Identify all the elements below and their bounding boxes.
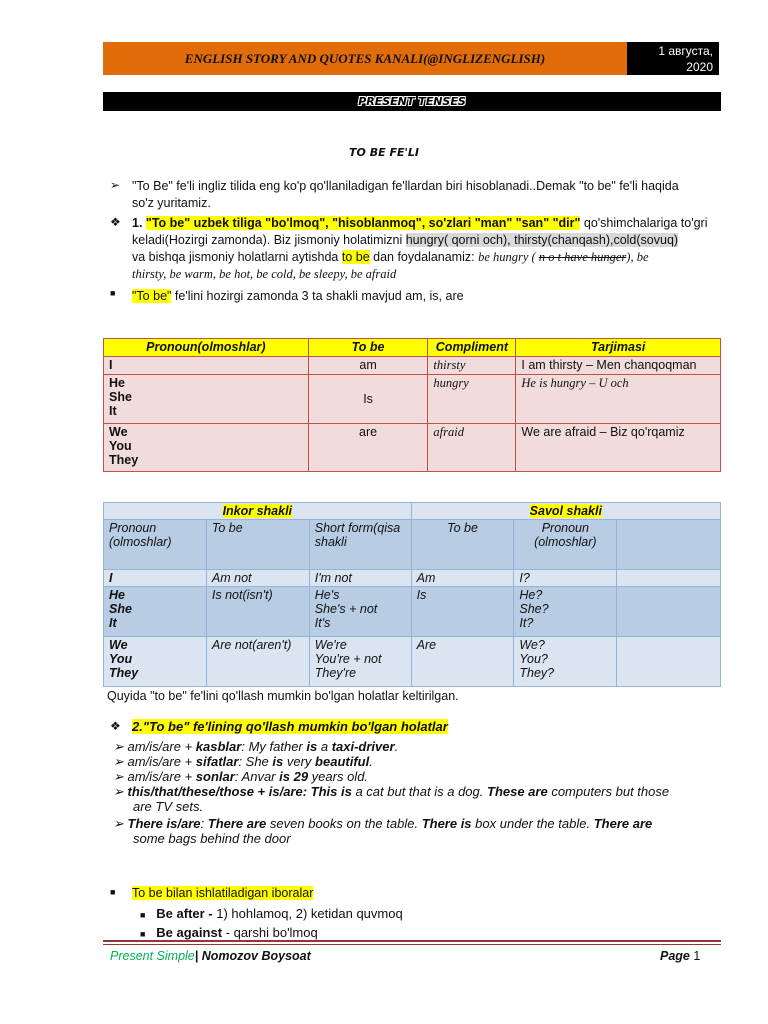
- section-title: PRESENT TENSES: [358, 95, 466, 108]
- table-row: We You They are afraid We are afraid – Biz qo'rqamiz: [104, 424, 721, 472]
- header-bar: [103, 42, 627, 75]
- page-heading: TO BE FE'LI: [349, 146, 419, 159]
- footer-divider: [103, 944, 721, 945]
- header-title: ENGLISH STORY AND QUOTES KANALI(@INGLIZENGLISH): [184, 50, 546, 66]
- list-item: ➢ am/is/are + sifatlar: She is very beautiful.: [113, 754, 373, 769]
- header-translation: Tarjimasi: [516, 339, 721, 357]
- intro-paragraph-3: "To be" fe'lini hozirgi zamonda 3 ta shakli mavjud am, is, are: [132, 289, 464, 303]
- arrow-bullet-icon: ➢: [110, 178, 121, 192]
- table-row: He She It Is hungry He is hungry – U och: [104, 375, 721, 424]
- table-caption: Quyida "to be" fe'lini qo'llash mumkin bo'lgan holatlar keltirilgan.: [107, 689, 459, 703]
- table-row: He She It Is not(isn't) He's She's + not It's Is He? She? It?: [104, 587, 721, 637]
- to-be-table: [103, 338, 721, 472]
- square-bullet-icon: ■: [110, 288, 116, 298]
- table-group-row: [104, 503, 721, 520]
- negative-question-table: [103, 502, 721, 687]
- header-compliment: Compliment: [428, 339, 516, 357]
- list-item: ➢ this/that/these/those + is/are: This is a cat but that is a dog. These are computers but those: [113, 784, 670, 799]
- table-row: I Am not I'm not Am I?: [104, 570, 721, 587]
- square-bullet-icon: ■: [110, 887, 116, 897]
- header-to-be: To be: [308, 339, 428, 357]
- diamond-bullet-icon: ❖: [110, 215, 121, 229]
- header-pronoun: Pronoun(olmoshlar): [104, 339, 309, 357]
- date-line2: 2020: [686, 60, 713, 74]
- section-bar: [103, 92, 721, 111]
- footer-page: Page 1: [660, 949, 701, 963]
- diamond-bullet-icon: ❖: [110, 719, 121, 733]
- list-item: ■ Be after - 1) hohlamoq, 2) ketidan quvmoq: [140, 906, 403, 921]
- group-question: Savol shakli: [529, 504, 602, 518]
- intro-paragraph-2: 1. "To be" uzbek tiliga "bo'lmoq", "hisoblanmoq", so'zlari "man" "san" "dir" qo'shimchalariga to'gri keladi(Hozirgi zamonda). Biz jismoniy holatimizni hungry( qorni och), thirsty(chanqash),cold(sovuq) va bishqa jismoniy holatlarni aytishda to be dan foydalanamiz: be hungry ( n o t have hunger), be thirsty, be warm, be hot, be cold, be sleepy, be afraid: [132, 216, 708, 281]
- phrases-title: To be bilan ishlatiladigan iboralar: [132, 886, 314, 900]
- table-row: We You They Are not(aren't) We're You're + not They're Are We? You? They?: [104, 637, 721, 687]
- list-item: ➢ am/is/are + kasblar: My father is a taxi-driver.: [113, 739, 399, 754]
- phrases-list: [140, 905, 403, 943]
- header-date: [627, 42, 719, 75]
- footer-divider: [103, 940, 721, 942]
- usage-title: 2."To be" fe'lining qo'llash mumkin bo'lgan holatlar: [132, 719, 448, 734]
- table-header-row: Pronoun (olmoshlar) To be Short form(qisa shakli To be Pronoun (olmoshlar): [104, 520, 721, 570]
- list-item: ➢ am/is/are + sonlar: Anvar is 29 years old.: [113, 769, 369, 784]
- group-negative: Inkor shakli: [222, 504, 293, 518]
- table-header-row: [104, 339, 721, 357]
- footer-left: Present Simple| Nomozov Boysoat: [110, 949, 311, 963]
- usage-list: ➢ am/is/are + kasblar: My father is a taxi-driver. ➢ am/is/are + sifatlar: She is very beautiful. ➢ am/is/are + sonlar: Anvar is 29 years old. ➢ this/that/these/those + is/are: This is a cat but that is a dog. These are computers but those are TV sets. ➢ There is/are: There are seven books on the table. There is box under the table. There are some bags behind the door: [113, 739, 670, 846]
- date-line1: 1 августа,: [658, 44, 713, 58]
- list-item: ■ Be against - qarshi bo'lmoq: [140, 925, 318, 940]
- table-row: I am thirsty I am thirsty – Men chanqoqman: [104, 357, 721, 375]
- intro-paragraph-1: "To Be" fe'li ingliz tilida eng ko'p qo'llaniladigan fe'llardan biri hisoblanadi..Demak "to be" fe'li haqida so'z yuritamiz.: [132, 179, 679, 210]
- list-item: ➢ There is/are: There are seven books on the table. There is box under the table. There are: [113, 816, 653, 831]
